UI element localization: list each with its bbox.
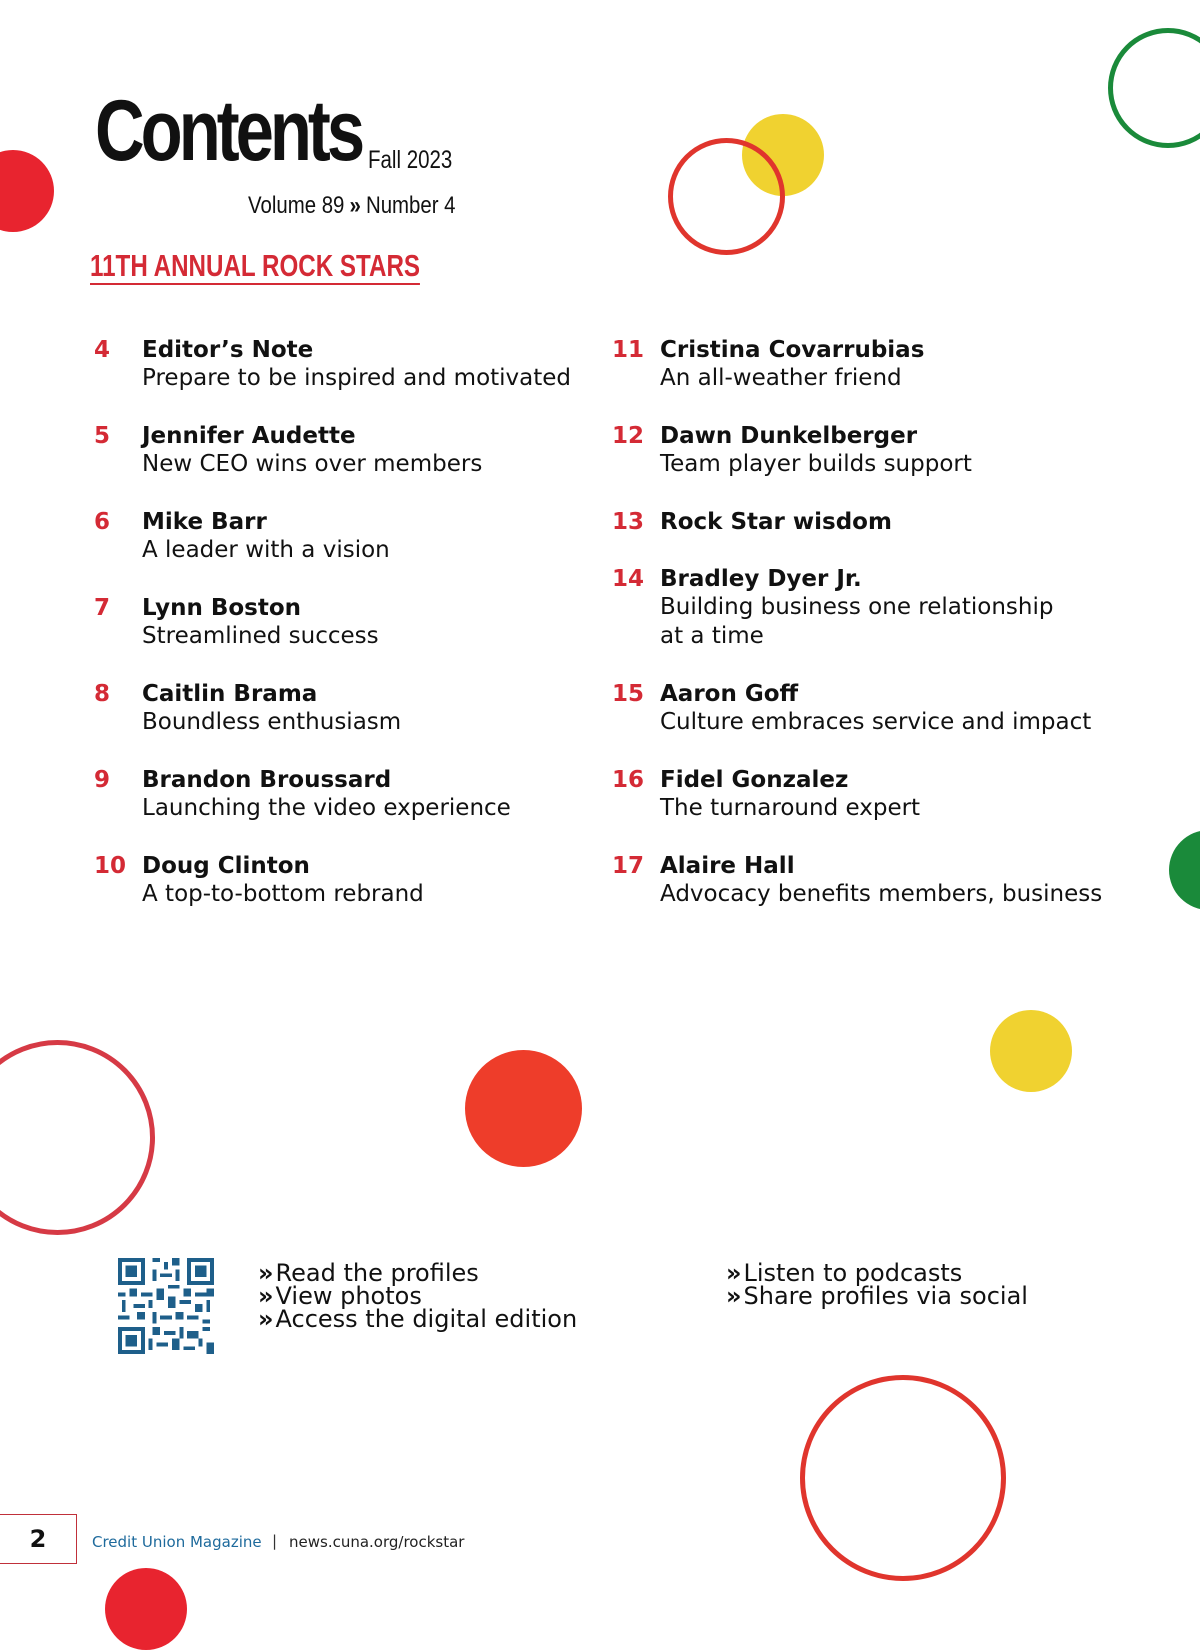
- toc-entry-description: An all-weather friend: [660, 365, 902, 391]
- toc-entry-title: Lynn Boston: [142, 595, 302, 621]
- toc-entry-title: Jennifer Audette: [142, 423, 356, 449]
- toc-page-number: 8: [94, 681, 111, 707]
- toc-entry-description: The turnaround expert: [660, 795, 921, 821]
- toc-entry-description: Team player builds support: [660, 451, 972, 477]
- toc-page-number: 16: [612, 767, 645, 793]
- toc-entry-title: Caitlin Brama: [142, 681, 318, 707]
- red-ring-top: [668, 138, 785, 255]
- link-share-social[interactable]: [726, 1282, 1028, 1310]
- chevron-icon: »: [726, 1282, 742, 1310]
- toc-page-number: 17: [612, 853, 645, 879]
- toc-column-right: [612, 336, 1172, 938]
- toc-page-number: 4: [94, 337, 111, 363]
- toc-page-number: 15: [612, 681, 645, 707]
- toc-entry-title: Doug Clinton: [142, 853, 310, 879]
- toc-entry-description: Streamlined success: [142, 623, 379, 649]
- toc-entry-description: Advocacy benefits members, business: [660, 881, 1103, 907]
- page-title: Contents: [95, 83, 362, 179]
- issue-season: Fall 2023: [368, 146, 453, 174]
- toc-entry[interactable]: [94, 852, 594, 938]
- magazine-name: Credit Union Magazine: [92, 1533, 262, 1551]
- toc-entry[interactable]: [612, 565, 1172, 680]
- digital-links-right: [726, 1259, 1028, 1310]
- toc-entry-title: Dawn Dunkelberger: [660, 423, 918, 449]
- toc-entry-title: Brandon Broussard: [142, 767, 392, 793]
- toc-entry-description: New CEO wins over members: [142, 451, 483, 477]
- volume-label: Volume 89: [248, 192, 345, 219]
- toc-page-number: 5: [94, 423, 111, 449]
- red-dot-bottom: [105, 1568, 187, 1650]
- chevron-icon: »: [726, 1259, 742, 1287]
- toc-entry-title: Mike Barr: [142, 509, 267, 535]
- qr-code-icon[interactable]: [118, 1258, 214, 1354]
- toc-entry-description: A leader with a vision: [142, 537, 390, 563]
- toc-entry[interactable]: [612, 852, 1172, 938]
- toc-entry[interactable]: [94, 594, 594, 680]
- toc-page-number: 6: [94, 509, 111, 535]
- toc-entry-description: Building business one relationship: [660, 594, 1054, 620]
- chevron-icon: »: [258, 1259, 274, 1287]
- toc-entry-title: Fidel Gonzalez: [660, 767, 849, 793]
- red-dot-left-top: [0, 150, 54, 232]
- volume-number: [248, 192, 456, 220]
- toc-entry[interactable]: [612, 422, 1172, 508]
- toc-entry-description: Prepare to be inspired and motivated: [142, 365, 572, 391]
- chevron-icon: »: [258, 1305, 274, 1333]
- toc-page-number: 11: [612, 337, 645, 363]
- toc-entry-title: Cristina Covarrubias: [660, 337, 925, 363]
- toc-column-left: [94, 336, 594, 938]
- chevron-icon: »: [258, 1282, 274, 1310]
- toc-entry[interactable]: [94, 336, 594, 422]
- toc-entry-title: Bradley Dyer Jr.: [660, 566, 862, 592]
- toc-entry[interactable]: [94, 680, 594, 766]
- green-ring-top-right: [1108, 28, 1200, 148]
- toc-page-number: 14: [612, 566, 645, 592]
- toc-page-number: 12: [612, 423, 645, 449]
- toc-entry-description-line2: at a time: [660, 623, 764, 649]
- toc-entry[interactable]: [94, 508, 594, 594]
- link-label: Read the profiles: [275, 1259, 479, 1287]
- toc-page-number: 9: [94, 767, 111, 793]
- toc-entry-title: Aaron Goff: [660, 681, 799, 707]
- toc-entry[interactable]: [612, 680, 1172, 766]
- orange-red-dot-middle: [465, 1050, 582, 1167]
- toc-entry-title: Rock Star wisdom: [660, 509, 892, 535]
- toc-entry[interactable]: [612, 766, 1172, 852]
- toc-entry[interactable]: [612, 336, 1172, 422]
- yellow-dot-right: [990, 1010, 1072, 1092]
- toc-entry-description: Culture embraces service and impact: [660, 709, 1092, 735]
- toc-entry[interactable]: [94, 422, 594, 508]
- toc-entry-description: Boundless enthusiasm: [142, 709, 402, 735]
- toc-page-number: 13: [612, 509, 645, 535]
- link-label: View photos: [275, 1282, 422, 1310]
- chevron-icon: »: [349, 192, 361, 219]
- footer-divider: |: [272, 1532, 278, 1550]
- page-number: 2: [0, 1514, 77, 1564]
- link-label: Share profiles via social: [743, 1282, 1028, 1310]
- red-ring-left-middle: [0, 1040, 155, 1235]
- footer-url-link[interactable]: news.cuna.org/rockstar: [289, 1533, 465, 1551]
- digital-links-left: [258, 1259, 578, 1333]
- green-dot-right: [1169, 830, 1200, 910]
- link-label: Access the digital edition: [275, 1305, 578, 1333]
- toc-entry-title: Editor’s Note: [142, 337, 314, 363]
- toc-entry-description: A top-to-bottom rebrand: [142, 881, 424, 907]
- toc-entry[interactable]: [94, 766, 594, 852]
- link-label: Listen to podcasts: [743, 1259, 963, 1287]
- link-digital-edition[interactable]: [258, 1305, 578, 1333]
- toc-page-number: 10: [94, 853, 127, 879]
- red-ring-bottom-right: [800, 1375, 1006, 1581]
- toc-page-number: 7: [94, 595, 111, 621]
- section-heading: 11TH ANNUAL ROCK STARS: [90, 248, 421, 283]
- toc-entry-description: Launching the video experience: [142, 795, 511, 821]
- issue-number: Number 4: [365, 192, 456, 219]
- toc-entry-title: Alaire Hall: [660, 853, 795, 879]
- toc-entry[interactable]: [612, 508, 1172, 565]
